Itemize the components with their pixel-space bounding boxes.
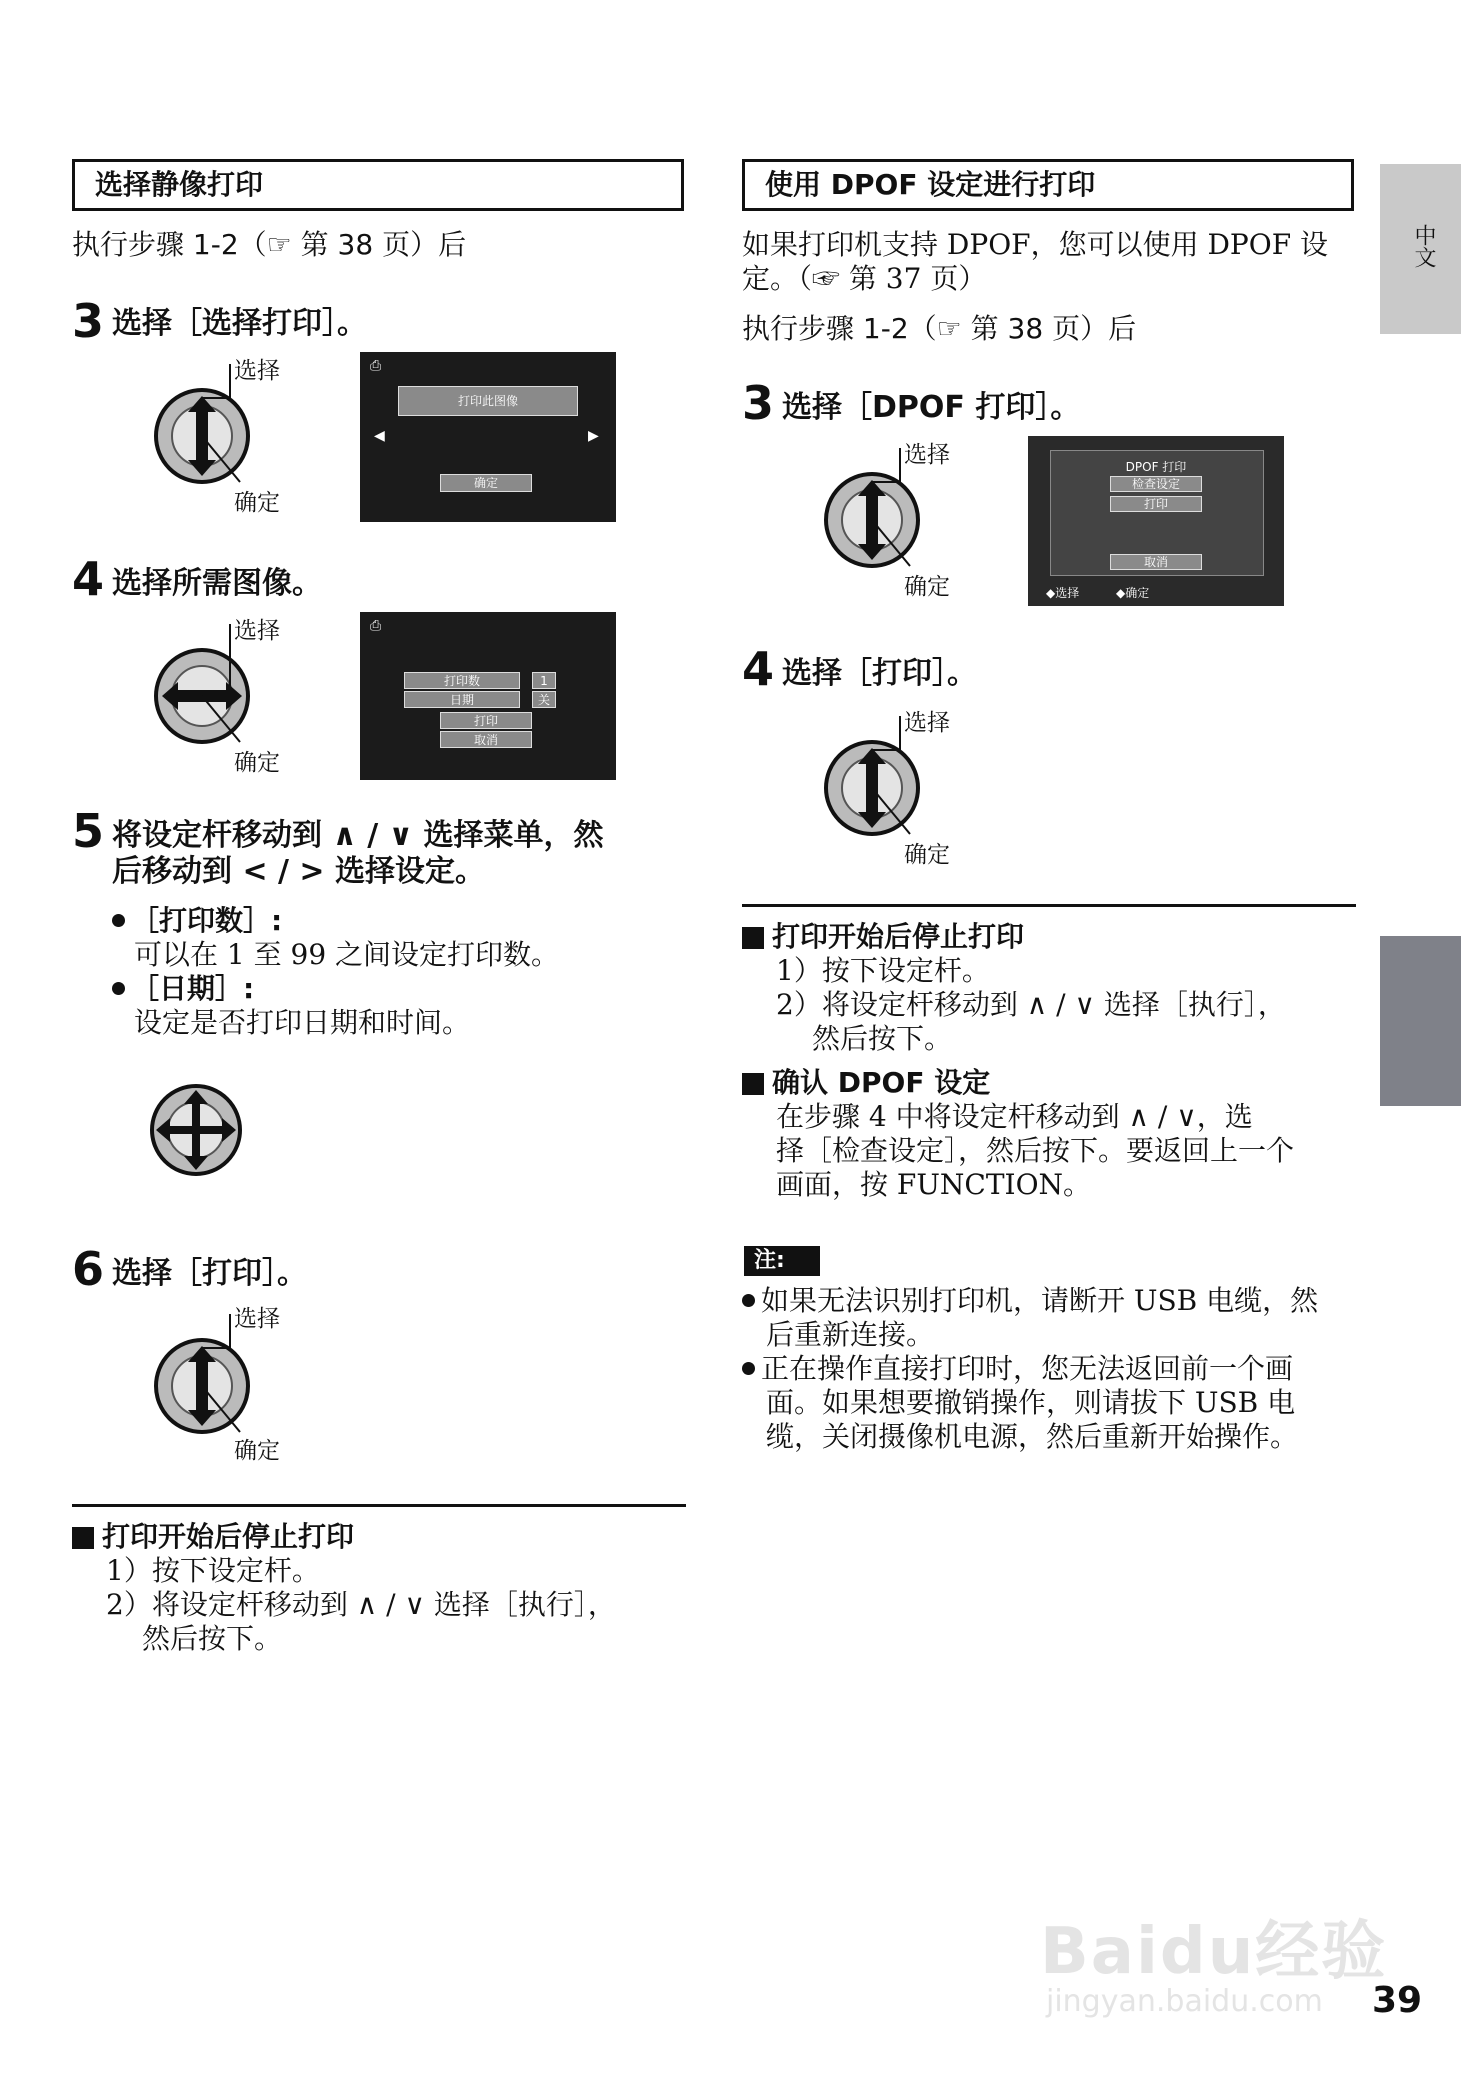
confirm-dpof-title	[742, 1066, 990, 1100]
note-text: 正在操作直接打印时，您无法返回前一个画	[761, 1352, 1294, 1385]
left-step5-line2: 后移动到 < / > 选择设定。	[112, 854, 486, 889]
left-step5-number: 5	[72, 804, 105, 858]
dpof-check-settings[interactable]: 检查设定	[1110, 476, 1202, 492]
bullet-date-desc: 设定是否打印日期和时间。	[134, 1006, 471, 1039]
control-dial-4way-icon	[148, 1080, 248, 1180]
bullet-title-text: ［打印数］:	[131, 904, 283, 937]
print-this-image-button[interactable]: 打印此图像	[398, 386, 578, 416]
step3-lcd-screen	[360, 352, 616, 522]
right-stop-title	[742, 920, 1024, 954]
arrow-right-icon[interactable]: ▶	[588, 428, 599, 444]
right-step3-number: 3	[742, 376, 775, 430]
left-step3-number: 3	[72, 294, 105, 348]
left-step4-number: 4	[72, 552, 105, 606]
dial-confirm-label: 确定	[234, 750, 280, 776]
date-value[interactable]: 关	[532, 691, 556, 708]
bullet-print-count-title	[112, 904, 282, 938]
note-label: 注:	[744, 1246, 820, 1276]
print-icon: ⎙	[370, 358, 382, 374]
step4-lcd-screen	[360, 612, 616, 780]
bullet-title-text: ［日期］:	[131, 972, 255, 1005]
dial-select-label: 选择	[234, 358, 280, 384]
dial-select-label: 选择	[904, 710, 950, 736]
confirm-dpof-line2: 择［检查设定］，然后按下。要返回上一个	[776, 1134, 1295, 1167]
page-number: 39	[1372, 1980, 1423, 2021]
dpof-footer-select: ◆选择	[1046, 586, 1080, 600]
square-bullet-icon	[742, 1073, 764, 1095]
left-step5-line1: 将设定杆移动到 ∧ / ∨ 选择菜单，然	[112, 818, 604, 853]
right-intro: 执行步骤 1-2（☞ 第 38 页）后	[742, 312, 1137, 345]
menu-print[interactable]: 打印	[440, 712, 532, 729]
dpof-screen-title: DPOF 打印	[1125, 460, 1187, 474]
baidu-watermark-url: jingyan.baidu.com	[1046, 1984, 1323, 2019]
left-divider	[72, 1504, 686, 1507]
language-tab	[1380, 164, 1461, 334]
bullet-icon	[742, 1362, 755, 1375]
right-section-header: 使用 DPOF 设定进行打印	[742, 159, 1354, 211]
left-step6-number: 6	[72, 1242, 105, 1296]
right-desc-line2: 定。（☞ 第 37 页）	[742, 262, 987, 295]
left-stop-item1: 1）按下设定杆。	[106, 1554, 320, 1587]
bullet-date-title	[112, 972, 254, 1006]
confirm-dpof-line1: 在步骤 4 中将设定杆移动到 ∧ / ∨，选	[776, 1100, 1253, 1133]
dial-confirm-label: 确定	[234, 1438, 280, 1464]
confirm-dpof-line3: 画面，按 FUNCTION。	[776, 1168, 1092, 1201]
note-text: 如果无法识别打印机，请断开 USB 电缆，然	[761, 1284, 1319, 1317]
dpof-print[interactable]: 打印	[1110, 496, 1202, 512]
screen-confirm-button[interactable]: 确定	[440, 474, 532, 492]
left-intro: 执行步骤 1-2（☞ 第 38 页）后	[72, 228, 467, 261]
dpof-footer-confirm: ◆确定	[1116, 586, 1150, 600]
section-tab	[1380, 936, 1461, 1106]
left-stop-item2: 2）将设定杆移动到 ∧ / ∨ 选择［执行］，	[106, 1588, 616, 1621]
left-step3-text: 选择［选择打印］。	[112, 306, 367, 341]
baidu-watermark-brand: Baidu经验	[1040, 1915, 1388, 1989]
right-divider	[742, 904, 1356, 907]
square-bullet-icon	[742, 927, 764, 949]
print-count-value[interactable]: 1	[532, 672, 556, 689]
dpof-lcd-screen	[1028, 436, 1284, 606]
menu-cancel[interactable]: 取消	[440, 731, 532, 748]
menu-date[interactable]: 日期	[404, 691, 520, 708]
bullet-print-count-desc: 可以在 1 至 99 之间设定打印数。	[134, 938, 560, 971]
right-stop-item2b: 然后按下。	[812, 1022, 953, 1055]
print-icon: ⎙	[370, 618, 382, 634]
note-bullet1-line1	[742, 1284, 1318, 1318]
right-step4-text: 选择［打印］。	[782, 656, 977, 691]
right-step3-text: 选择［DPOF 打印］。	[782, 390, 1081, 425]
confirm-title-text: 确认 DPOF 设定	[772, 1066, 991, 1099]
note-bullet1-line2: 后重新连接。	[766, 1318, 935, 1351]
left-stop-item2b: 然后按下。	[142, 1622, 283, 1655]
right-desc-line1: 如果打印机支持 DPOF，您可以使用 DPOF 设	[742, 228, 1329, 261]
bullet-icon	[742, 1294, 755, 1307]
right-stop-item2: 2）将设定杆移动到 ∧ / ∨ 选择［执行］，	[776, 988, 1286, 1021]
left-stop-title	[72, 1520, 354, 1554]
note-bullet2-line3: 缆，关闭摄像机电源，然后重新开始操作。	[766, 1420, 1299, 1453]
menu-print-count[interactable]: 打印数	[404, 672, 520, 689]
dial-select-label: 选择	[234, 1306, 280, 1332]
bullet-icon	[112, 914, 125, 927]
dial-select-label: 选择	[904, 442, 950, 468]
dial-confirm-label: 确定	[904, 574, 950, 600]
language-tab-label: 中文	[1411, 224, 1436, 268]
left-step4-text: 选择所需图像。	[112, 566, 322, 601]
dial-confirm-label: 确定	[904, 842, 950, 868]
bullet-icon	[112, 982, 125, 995]
left-step6-text: 选择［打印］。	[112, 1256, 307, 1291]
square-bullet-icon	[72, 1527, 94, 1549]
left-section-header: 选择静像打印	[72, 159, 684, 211]
note-bullet2-line2: 面。如果想要撤销操作，则请拔下 USB 电	[766, 1386, 1296, 1419]
stop-title-text: 打印开始后停止打印	[772, 920, 1025, 953]
stop-title-text: 打印开始后停止打印	[102, 1520, 355, 1553]
arrow-left-icon[interactable]: ◀	[374, 428, 385, 444]
dial-confirm-label: 确定	[234, 490, 280, 516]
right-step4-number: 4	[742, 642, 775, 696]
dial-select-label: 选择	[234, 618, 280, 644]
note-bullet2-line1	[742, 1352, 1293, 1386]
dpof-cancel[interactable]: 取消	[1110, 554, 1202, 570]
right-stop-item1: 1）按下设定杆。	[776, 954, 990, 987]
